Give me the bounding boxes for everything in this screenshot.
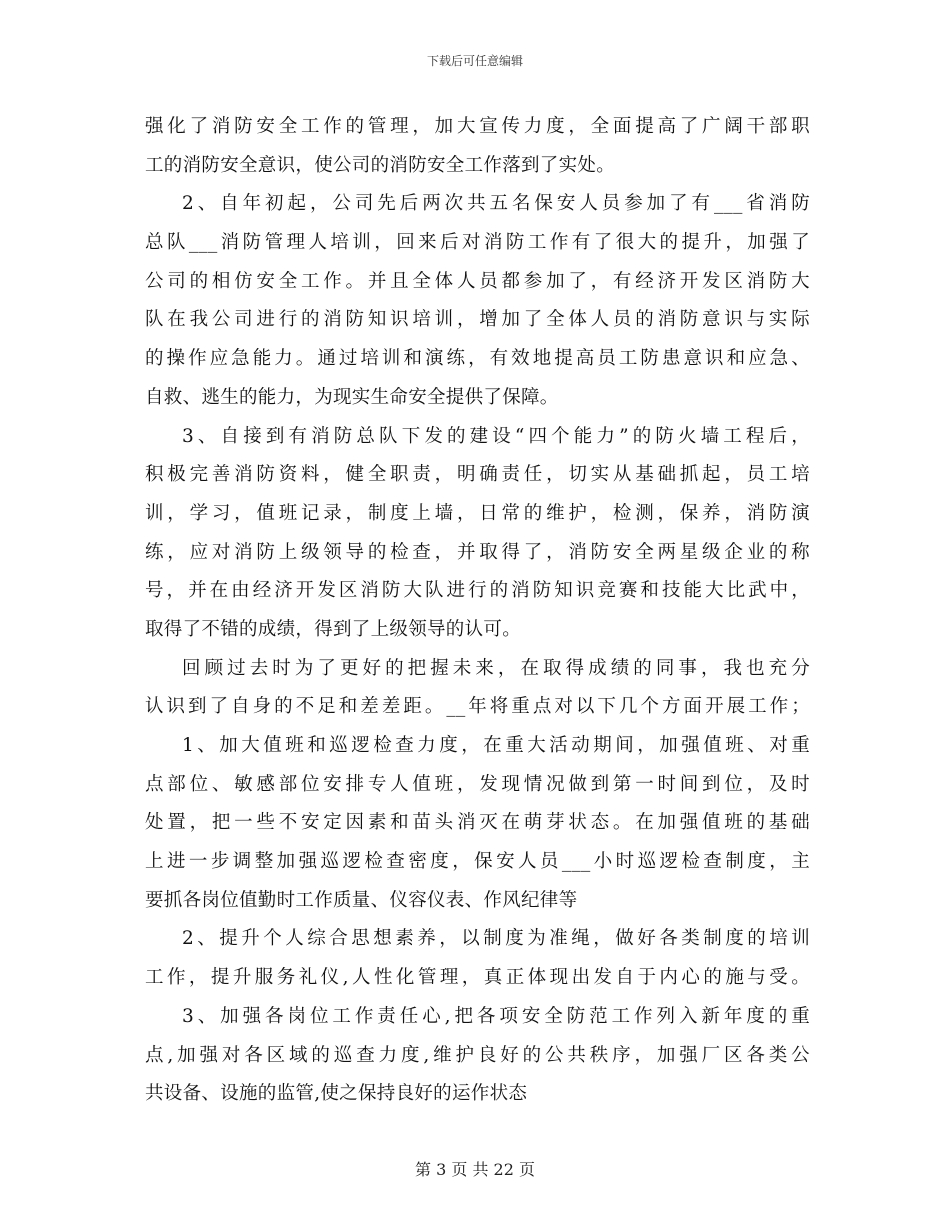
text-line: 号，并在由经济开发区消防大队进行的消防知识竞赛和技能大比武中， bbox=[145, 580, 810, 602]
page-footer-number: 第 3 页 共 22 页 bbox=[415, 1160, 535, 1179]
text-line: 2、提升个人综合思想素养，以制度为准绳，做好各类制度的培训 bbox=[182, 928, 810, 950]
paragraph bbox=[145, 418, 810, 650]
text-line: 点,加强对各区域的巡查力度,维护良好的公共秩序，加强厂区各类公 bbox=[145, 1044, 810, 1066]
text-line: 总队___消防管理人培训，回来后对消防工作有了很大的提升，加强了 bbox=[145, 232, 810, 254]
text-line: 要抓各岗位值勤时工作质量、仪容仪表、作风纪律等 bbox=[145, 889, 578, 911]
text-line: 工的消防安全意识，使公司的消防安全工作落到了实处。 bbox=[145, 154, 616, 176]
paragraph bbox=[145, 998, 810, 1114]
text-line: 工作，提升服务礼仪,人性化管理，真正体现出发自于内心的施与受。 bbox=[145, 967, 810, 989]
text-line: 队在我公司进行的消防知识培训，增加了全体人员的消防意识与实际 bbox=[145, 309, 810, 331]
paragraph bbox=[145, 108, 810, 185]
text-line: 认识到了自身的不足和差差距。__年将重点对以下几个方面开展工作； bbox=[145, 696, 810, 718]
text-line: 3、自接到有消防总队下发的建设“四个能力”的防火墙工程后， bbox=[182, 425, 810, 447]
text-line: 自救、逃生的能力，为现实生命安全提供了保障。 bbox=[145, 386, 559, 408]
document-body bbox=[145, 108, 810, 1114]
text-line: 上进一步调整加强巡逻检查密度，保安人员___小时巡逻检查制度，主 bbox=[145, 851, 810, 873]
paragraph bbox=[145, 650, 810, 727]
text-line: 练，应对消防上级领导的检查，并取得了，消防安全两星级企业的称 bbox=[145, 541, 810, 563]
text-line: 处置，把一些不安定因素和苗头消灭在萌芽状态。在加强值班的基础 bbox=[145, 812, 810, 834]
paragraph bbox=[145, 185, 810, 417]
text-line: 3、加强各岗位工作责任心,把各项安全防范工作列入新年度的重 bbox=[182, 1005, 810, 1027]
text-line: 点部位、敏感部位安排专人值班，发现情况做到第一时间到位，及时 bbox=[145, 773, 810, 795]
text-line: 2、自年初起，公司先后两次共五名保安人员参加了有___省消防 bbox=[182, 193, 810, 215]
text-line: 积极完善消防资料，健全职责，明确责任，切实从基础抓起，员工培 bbox=[145, 464, 810, 486]
text-line: 的操作应急能力。通过培训和演练，有效地提高员工防患意识和应急、 bbox=[145, 348, 810, 370]
text-line: 公司的相仿安全工作。并且全体人员都参加了，有经济开发区消防大 bbox=[145, 270, 810, 292]
text-line: 训，学习，值班记录，制度上墙，日常的维护，检测，保养，消防演 bbox=[145, 502, 810, 524]
text-line: 回顾过去时为了更好的把握未来，在取得成绩的同事，我也充分 bbox=[182, 657, 810, 679]
text-line: 共设备、设施的监管,使之保持良好的运作状态 bbox=[145, 1083, 528, 1105]
text-line: 取得了不错的成绩，得到了上级领导的认可。 bbox=[145, 618, 522, 640]
text-line: 1、加大值班和巡逻检查力度，在重大活动期间，加强值班、对重 bbox=[182, 735, 810, 756]
paragraph bbox=[145, 727, 810, 920]
page-header-note: 下载后可任意编辑 bbox=[426, 54, 523, 68]
paragraph bbox=[145, 920, 810, 997]
text-line: 强化了消防安全工作的管理，加大宣传力度，全面提高了广阔干部职 bbox=[145, 116, 810, 137]
